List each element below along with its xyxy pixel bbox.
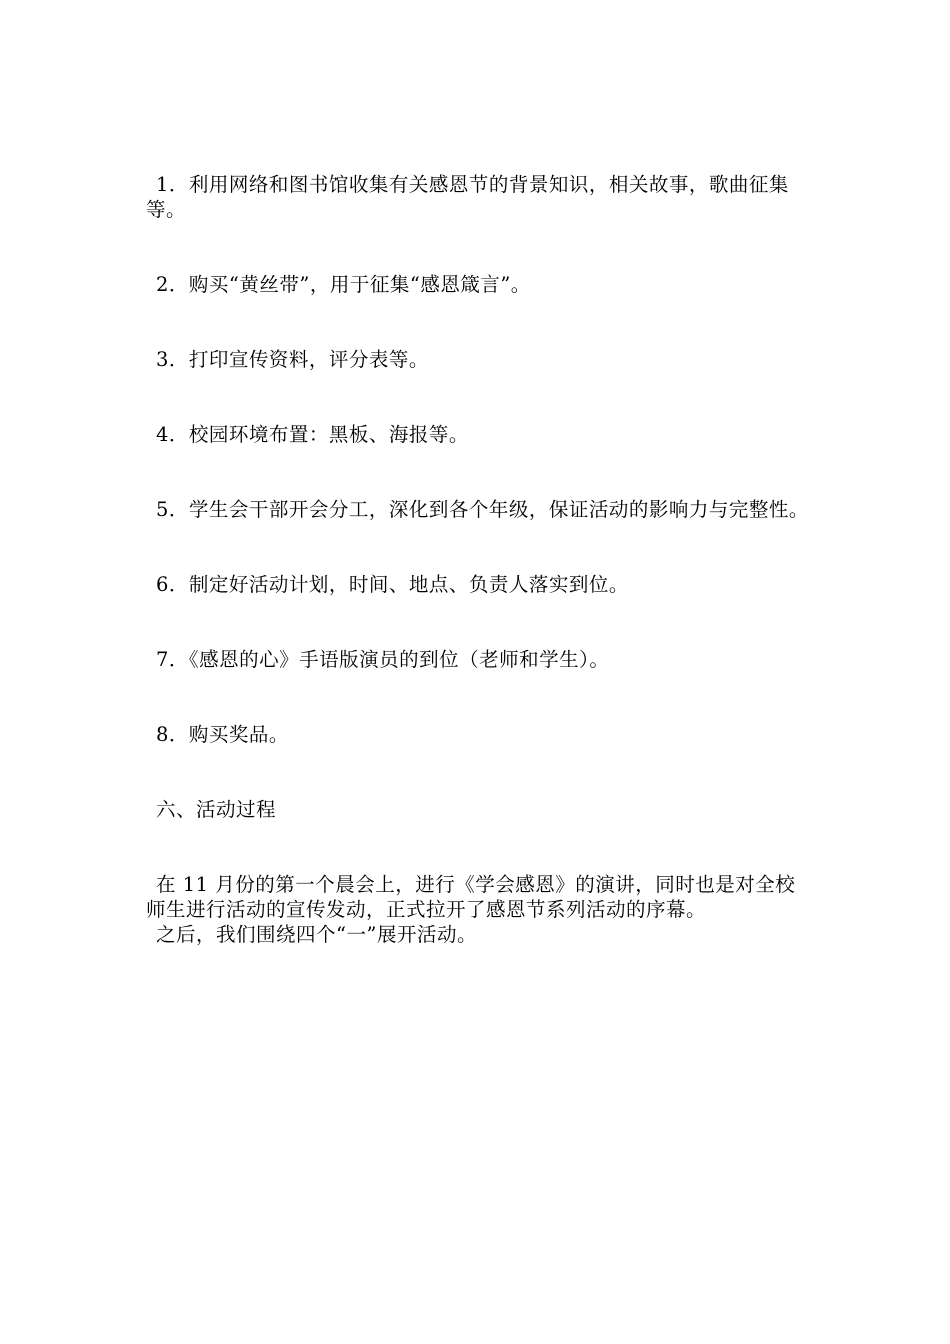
body-paragraph-2: 之后，我们围绕四个“一”展开活动。 (156, 923, 477, 946)
section-heading: 六、活动过程 (156, 798, 277, 821)
list-item-1: 1．利用网络和图书馆收集有关感恩节的背景知识，相关故事，歌曲征集等。 (146, 173, 789, 221)
list-item-4: 4．校园环境布置：黑板、海报等。 (156, 423, 469, 446)
list-item-7: 7．《感恩的心》手语版演员的到位（老师和学生）。 (156, 648, 610, 671)
document-body (146, 172, 810, 947)
list-item-5: 5．学生会干部开会分工，深化到各个年级，保证活动的影响力与完整性。 (156, 498, 809, 521)
list-item-3: 3．打印宣传资料，评分表等。 (156, 348, 429, 371)
list-item-6: 6．制定好活动计划，时间、地点、负责人落实到位。 (156, 573, 629, 596)
body-paragraph-1: 在 11 月份的第一个晨会上，进行《学会感恩》的演讲，同时也是对全校师生进行活动的宣传发动，正式拉开了感恩节系列活动的序幕。 (146, 873, 796, 921)
list-item-8: 8．购买奖品。 (156, 723, 289, 746)
list-item-2: 2．购买“黄丝带”，用于征集“感恩箴言”。 (156, 273, 531, 296)
